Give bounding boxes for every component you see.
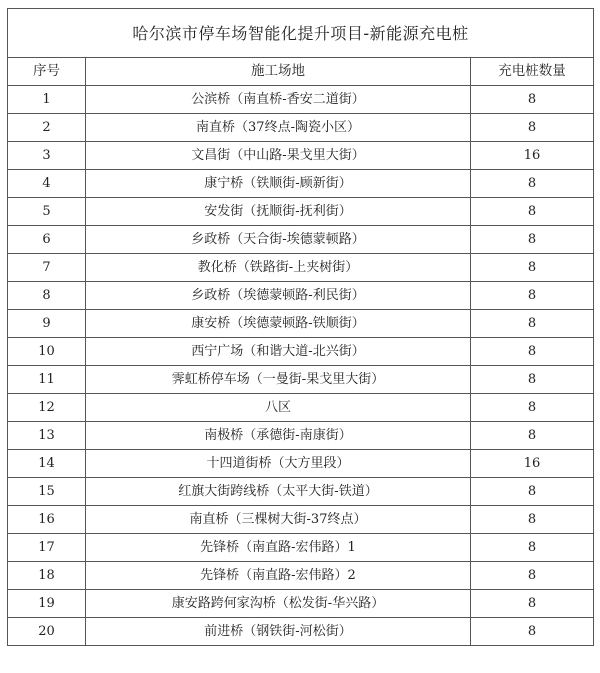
- table-row: [8, 506, 594, 534]
- row-number: 4: [8, 170, 86, 198]
- row-number: 6: [8, 226, 86, 254]
- row-number: 17: [8, 534, 86, 562]
- row-number: 8: [8, 282, 86, 310]
- row-count: 8: [471, 170, 594, 198]
- row-count: 8: [471, 114, 594, 142]
- row-site: 安发街（抚顺街-抚利街）: [86, 198, 471, 226]
- row-count: 8: [471, 506, 594, 534]
- row-count: 8: [471, 618, 594, 646]
- row-count: 8: [471, 254, 594, 282]
- row-site: 文昌街（中山路-果戈里大街）: [86, 142, 471, 170]
- row-site: 前进桥（钢铁街-河松街）: [86, 618, 471, 646]
- row-count: 8: [471, 394, 594, 422]
- row-number: 13: [8, 422, 86, 450]
- table-row: [8, 198, 594, 226]
- row-count: 8: [471, 478, 594, 506]
- row-count: 8: [471, 422, 594, 450]
- row-number: 2: [8, 114, 86, 142]
- row-site: 公滨桥（南直桥-香安二道街）: [86, 86, 471, 114]
- row-site: 霁虹桥停车场（一曼街-果戈里大街）: [86, 366, 471, 394]
- row-site: 先锋桥（南直路-宏伟路）1: [86, 534, 471, 562]
- row-count: 8: [471, 310, 594, 338]
- row-number: 11: [8, 366, 86, 394]
- table-row: [8, 534, 594, 562]
- table-row: [8, 254, 594, 282]
- row-site: 康宁桥（铁顺街-顾新街）: [86, 170, 471, 198]
- row-number: 18: [8, 562, 86, 590]
- row-site: 康安路跨何家沟桥（松发街-华兴路）: [86, 590, 471, 618]
- table-row: [8, 590, 594, 618]
- table-row: [8, 226, 594, 254]
- row-count: 8: [471, 282, 594, 310]
- table-row: [8, 170, 594, 198]
- row-number: 1: [8, 86, 86, 114]
- row-site: 教化桥（铁路街-上夹树街）: [86, 254, 471, 282]
- table-row: [8, 394, 594, 422]
- row-number: 15: [8, 478, 86, 506]
- row-site: 红旗大街跨线桥（太平大街-铁道）: [86, 478, 471, 506]
- row-site: 十四道街桥（大方里段）: [86, 450, 471, 478]
- row-site: 八区: [86, 394, 471, 422]
- table-row: [8, 338, 594, 366]
- table-row: [8, 86, 594, 114]
- table-row: [8, 450, 594, 478]
- table-row: [8, 422, 594, 450]
- row-site: 康安桥（埃德蒙顿路-铁顺街）: [86, 310, 471, 338]
- row-count: 8: [471, 590, 594, 618]
- row-count: 8: [471, 562, 594, 590]
- row-count: 8: [471, 338, 594, 366]
- row-number: 14: [8, 450, 86, 478]
- row-site: 西宁广场（和谐大道-北兴街）: [86, 338, 471, 366]
- row-count: 8: [471, 198, 594, 226]
- row-site: 乡政桥（天合街-埃德蒙顿路）: [86, 226, 471, 254]
- row-number: 16: [8, 506, 86, 534]
- table-row: [8, 282, 594, 310]
- header-no: 序号: [8, 58, 86, 86]
- row-site: 南直桥（37终点-陶瓷小区）: [86, 114, 471, 142]
- header-row: [8, 58, 594, 86]
- row-count: 8: [471, 534, 594, 562]
- row-count: 8: [471, 86, 594, 114]
- header-count: 充电桩数量: [471, 58, 594, 86]
- row-number: 12: [8, 394, 86, 422]
- charging-pile-table: [7, 8, 594, 646]
- row-count: 8: [471, 226, 594, 254]
- row-site: 南直桥（三棵树大街-37终点）: [86, 506, 471, 534]
- row-site: 乡政桥（埃德蒙顿路-利民街）: [86, 282, 471, 310]
- table-row: [8, 562, 594, 590]
- row-number: 20: [8, 618, 86, 646]
- table-row: [8, 114, 594, 142]
- row-number: 19: [8, 590, 86, 618]
- row-site: 南极桥（承德街-南康街）: [86, 422, 471, 450]
- table-row: [8, 618, 594, 646]
- table-row: [8, 310, 594, 338]
- table-row: [8, 142, 594, 170]
- row-site: 先锋桥（南直路-宏伟路）2: [86, 562, 471, 590]
- table-title: 哈尔滨市停车场智能化提升项目-新能源充电桩: [8, 9, 594, 58]
- charging-pile-table-sheet: [7, 8, 593, 668]
- row-count: 8: [471, 366, 594, 394]
- title-row: [8, 9, 594, 58]
- row-count: 16: [471, 450, 594, 478]
- header-site: 施工场地: [86, 58, 471, 86]
- row-number: 3: [8, 142, 86, 170]
- row-count: 16: [471, 142, 594, 170]
- row-number: 10: [8, 338, 86, 366]
- table-row: [8, 478, 594, 506]
- row-number: 5: [8, 198, 86, 226]
- table-row: [8, 366, 594, 394]
- row-number: 7: [8, 254, 86, 282]
- row-number: 9: [8, 310, 86, 338]
